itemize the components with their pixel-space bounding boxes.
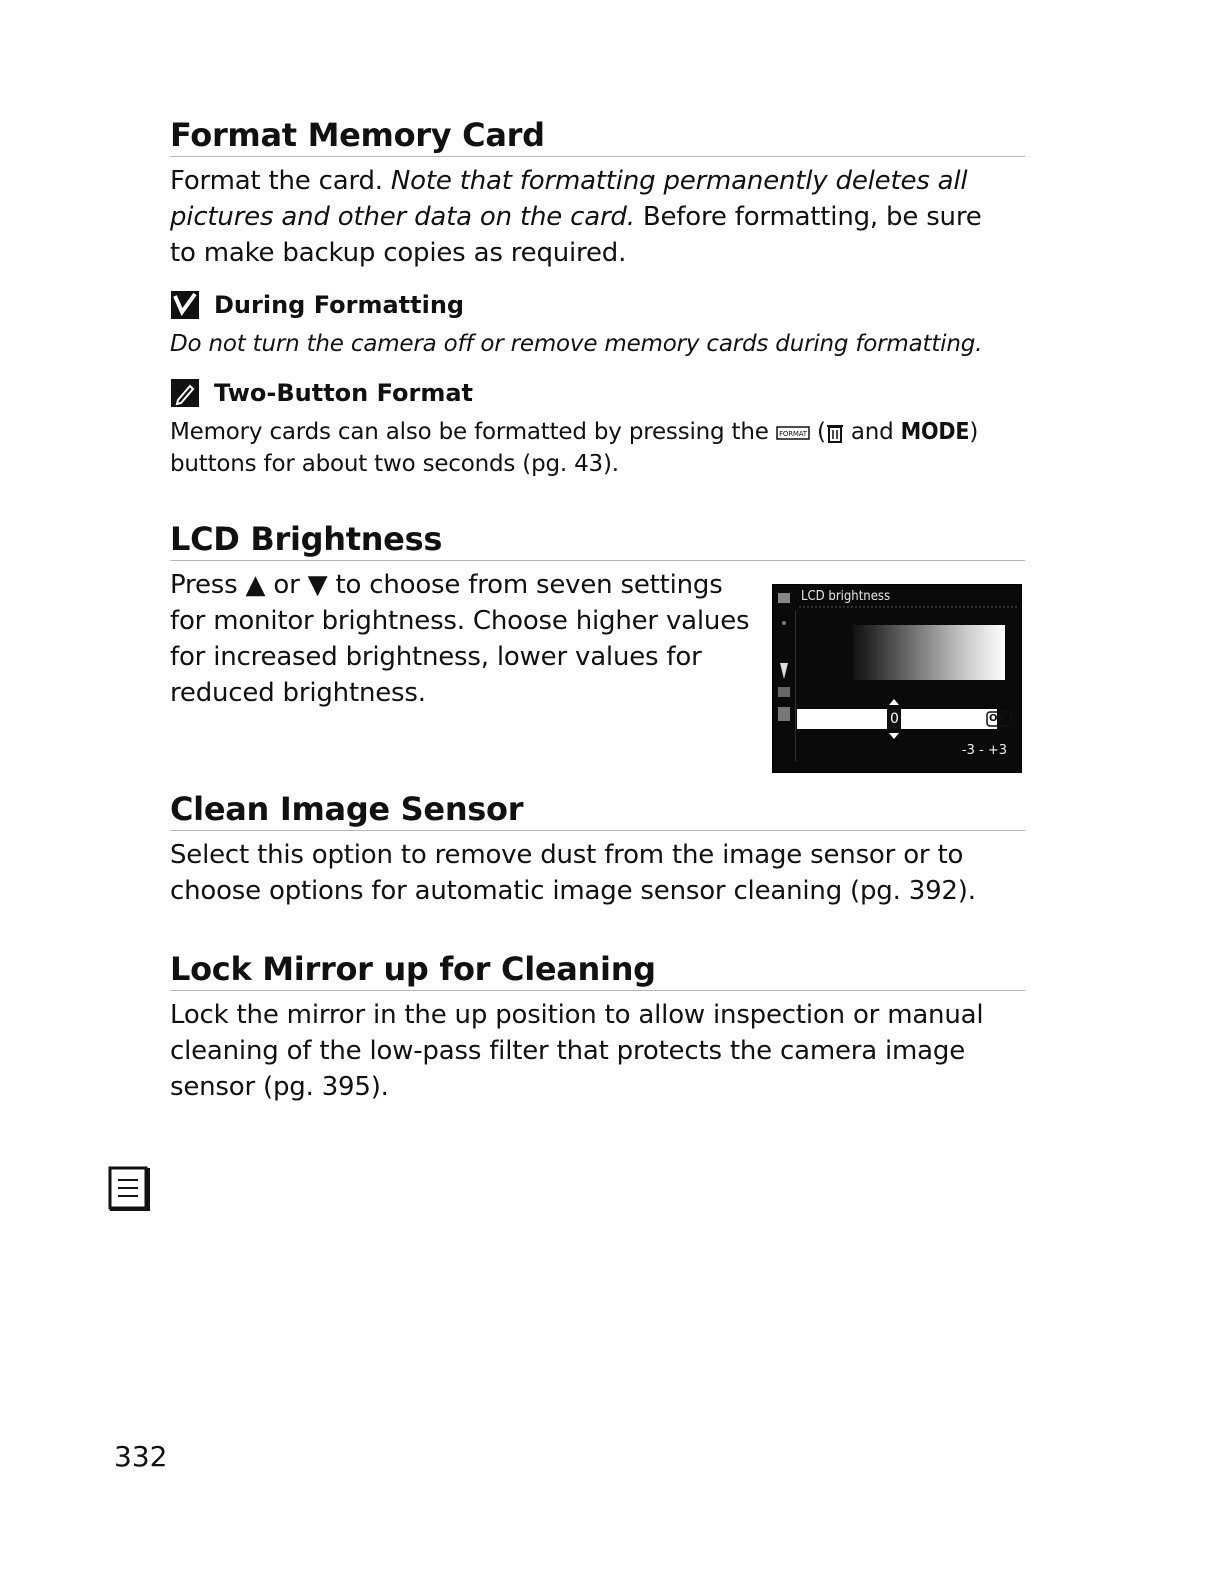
note-heading: During Formatting (170, 290, 1025, 320)
retouch-icon (778, 687, 790, 697)
pencil-note-icon (170, 378, 200, 408)
two-button-format-note (170, 378, 1025, 480)
lcd-value: 0 (890, 711, 899, 727)
section-body: Lock the mirror in the up position to allow inspection or manual cleaning of the low-pass filter that protects the camera image sensor (pg. 395). (170, 1000, 984, 1102)
section-body: Press ▲ or ▼ to choose from seven settings for monitor brightness. Choose higher values for increased brightness, lower values for reduced brightness. (170, 570, 750, 708)
section-heading: LCD Brightness (170, 520, 1025, 561)
format-button-icon (776, 425, 810, 441)
down-arrow-icon: ▼ (307, 570, 328, 600)
during-formatting-note (170, 290, 1025, 360)
menu-icon (778, 707, 790, 721)
section-body: Select this option to remove dust from the image sensor or to choose options for automatic image sensor cleaning (pg. 392). (170, 840, 976, 906)
lcd-title: LCD brightness (801, 589, 891, 604)
dot-icon (782, 621, 786, 625)
up-arrow-icon: ▲ (245, 570, 266, 600)
note-body: Do not turn the camera off or remove memory cards during formatting. (170, 331, 983, 357)
lcd-ok: OK (989, 713, 1006, 724)
camera-icon (778, 593, 790, 603)
lcd-range: -3 - +3 (961, 743, 1007, 758)
note-heading: Two-Button Format (170, 378, 1025, 408)
wrench-icon (780, 663, 788, 679)
trash-icon (826, 422, 844, 444)
section-heading: Format Memory Card (170, 116, 1025, 157)
note-body: Memory cards can also be formatted by pressing the FORMAT ( and MODE) buttons for about two seconds (pg. 43). (170, 419, 979, 477)
format-memory-card-section (170, 116, 1025, 271)
section-heading: Lock Mirror up for Cleaning (170, 950, 1025, 991)
lock-mirror-section (170, 950, 1025, 1105)
section-body: Format the card. Note that formatting permanently deletes all pictures and other data on the card. Before formatting, be sure to make backup copies as required. (170, 166, 982, 268)
format-icon-label: FORMAT (778, 429, 807, 438)
clean-image-sensor-section (170, 790, 1025, 909)
lcd-brightness-screen (772, 584, 1022, 773)
page-number: 332 (114, 1440, 168, 1473)
section-heading: Clean Image Sensor (170, 790, 1025, 831)
caution-check-icon (170, 290, 200, 320)
setup-menu-tab-icon (108, 1166, 152, 1212)
